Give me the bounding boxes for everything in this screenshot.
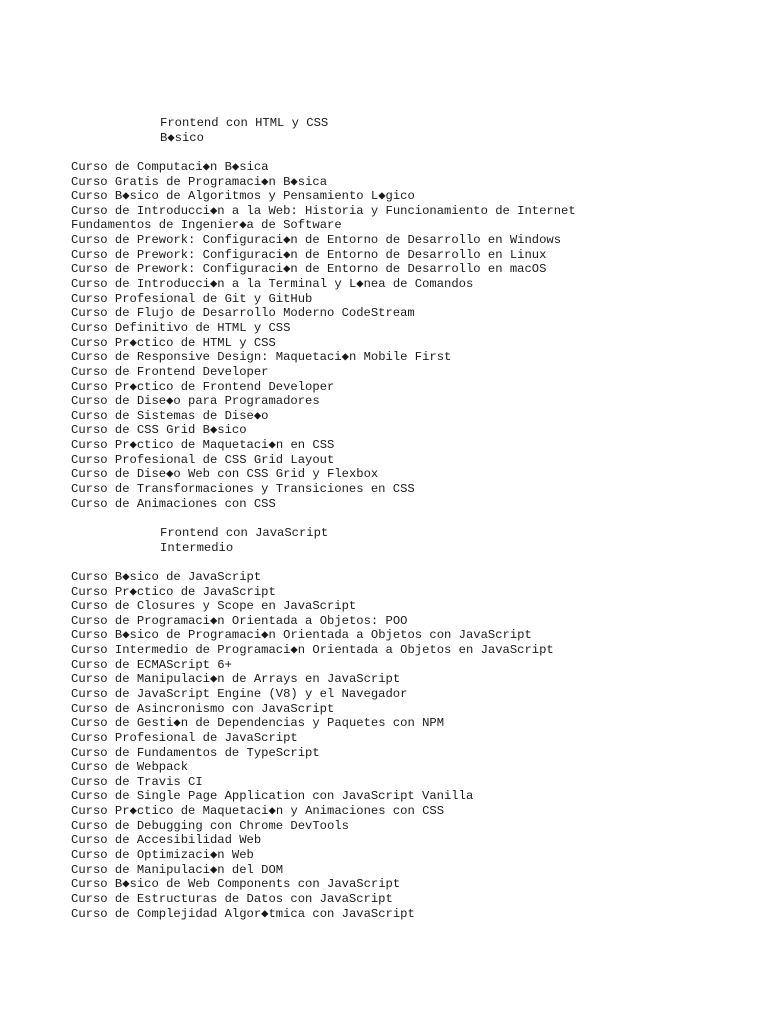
course-item: Curso de Dise◆o para Programadores [71,394,320,409]
course-item: Curso Pr◆ctico de HTML y CSS [71,335,276,350]
course-item: Curso de Manipulaci◆n del DOM [71,862,284,877]
course-item: Curso Pr◆ctico de Maquetaci◆n y Animaciones con CSS [71,804,445,819]
course-item: Curso de Optimizaci◆n Web [71,848,254,863]
section-1 [71,116,761,526]
section-level: B◆sico [160,130,204,145]
course-item: Curso B◆sico de JavaScript [71,569,262,584]
course-item: Curso de Fundamentos de TypeScript [71,745,320,760]
course-item: Curso de Responsive Design: Maquetaci◆n Mobile First [71,350,452,365]
course-item: Curso de Manipulaci◆n de Arrays en JavaScript [71,672,401,687]
course-item: Curso Profesional de CSS Grid Layout [71,452,335,467]
course-item: Curso de Flujo de Desarrollo Moderno CodeStream [71,306,415,321]
course-item: Curso de Computaci◆n B◆sica [71,159,269,174]
section-level: Intermedio [160,540,234,555]
course-item: Curso Intermedio de Programaci◆n Orientada a Objetos en JavaScript [71,643,554,658]
course-item: Curso B◆sico de Algoritmos y Pensamiento L◆gico [71,189,415,204]
section-heading: Frontend con HTML y CSS [160,116,329,130]
course-item: Curso de Transformaciones y Transiciones en CSS [71,482,415,497]
course-item: Curso de Sistemas de Dise◆o [71,408,269,423]
course-item: Curso de Dise◆o Web con CSS Grid y Flexbox [71,467,379,482]
course-list [71,160,761,511]
course-item: Curso de Accesibilidad Web [71,833,262,848]
course-item: Curso de JavaScript Engine (V8) y el Navegador [71,686,408,701]
course-item: Curso de ECMAScript 6+ [71,657,232,672]
course-item: Curso Profesional de JavaScript [71,730,298,745]
course-item: Curso de Travis CI [71,774,203,789]
section-heading: Frontend con JavaScript [160,525,329,540]
course-item: Curso de Single Page Application con JavaScript Vanilla [71,789,474,804]
course-item: Curso Definitivo de HTML y CSS [71,320,291,335]
document-page [71,116,761,921]
course-item: Curso de Asincronismo con JavaScript [71,701,335,716]
course-item: Curso de Prework: Configuraci◆n de Entorno de Desarrollo en Linux [71,247,547,262]
course-item: Curso Profesional de Git y GitHub [71,291,313,306]
course-item: Curso Pr◆ctico de Maquetaci◆n en CSS [71,438,335,453]
course-item: Curso Pr◆ctico de Frontend Developer [71,379,335,394]
course-item: Curso de Debugging con Chrome DevTools [71,818,349,833]
course-item: Curso de Prework: Configuraci◆n de Entorno de Desarrollo en Windows [71,233,562,248]
course-item: Curso B◆sico de Programaci◆n Orientada a Objetos con JavaScript [71,628,532,643]
course-item: Curso de Prework: Configuraci◆n de Entorno de Desarrollo en macOS [71,262,547,277]
course-item: Curso de Introducci◆n a la Terminal y L◆nea de Comandos [71,277,474,292]
course-item: Curso de Programaci◆n Orientada a Objetos: POO [71,613,408,628]
section-2 [71,526,761,921]
course-item: Curso de Webpack [71,760,189,775]
course-item: Fundamentos de Ingenier◆a de Software [71,218,342,233]
course-item: Curso de Animaciones con CSS [71,496,276,511]
course-item: Curso de Closures y Scope en JavaScript [71,599,357,614]
course-item: Curso de Frontend Developer [71,364,269,379]
course-item: Curso Pr◆ctico de JavaScript [71,584,276,599]
spacer [71,511,761,526]
spacer [71,145,761,160]
course-item: Curso de Gesti◆n de Dependencias y Paquetes con NPM [71,716,445,731]
course-item: Curso B◆sico de Web Components con JavaScript [71,877,401,892]
spacer [71,555,761,570]
course-item: Curso Gratis de Programaci◆n B◆sica [71,174,328,189]
course-list [71,570,761,921]
course-item: Curso de Estructuras de Datos con JavaScript [71,891,393,906]
course-item: Curso de Introducci◆n a la Web: Historia y Funcionamiento de Internet [71,203,576,218]
course-item: Curso de Complejidad Algor◆tmica con JavaScript [71,906,415,921]
course-item: Curso de CSS Grid B◆sico [71,423,247,438]
